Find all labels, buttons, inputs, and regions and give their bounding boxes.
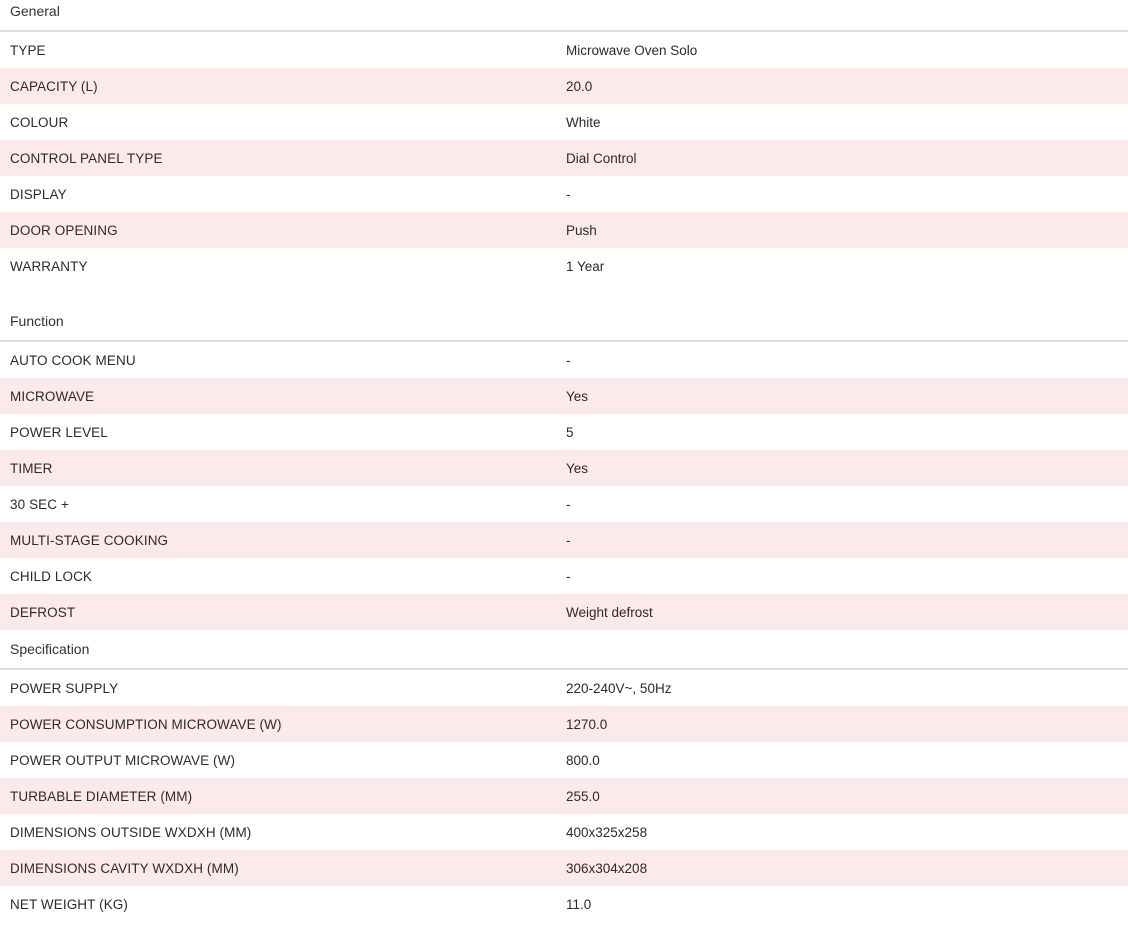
spec-row-dimensions-cavity: [0, 850, 1128, 886]
spec-value: -: [566, 496, 571, 512]
spec-row-multi-stage-cooking: [0, 522, 1128, 558]
section-title-specification: Specification: [0, 630, 1128, 670]
spec-row-door-opening: [0, 212, 1128, 248]
spec-value: -: [566, 568, 571, 584]
spec-label: CHILD LOCK: [10, 568, 93, 584]
spec-value: -: [566, 186, 571, 202]
spec-row-display: [0, 176, 1128, 212]
spec-row-capacity: [0, 68, 1128, 104]
spec-label: CONTROL PANEL TYPE: [10, 150, 163, 166]
spec-label: COLOUR: [10, 114, 69, 130]
spec-label: CAPACITY (L): [10, 78, 98, 94]
section-specification: [0, 630, 1128, 922]
spec-label: DOOR OPENING: [10, 222, 118, 238]
spec-label: WARRANTY: [10, 258, 88, 274]
spec-row-warranty: [0, 248, 1128, 284]
section-general: [0, 0, 1128, 284]
spec-row-microwave: [0, 378, 1128, 414]
spec-row-power-supply: [0, 670, 1128, 706]
spec-row-auto-cook-menu: [0, 342, 1128, 378]
spec-label: TIMER: [10, 460, 53, 476]
spec-label: POWER CONSUMPTION MICROWAVE (W): [10, 716, 282, 732]
spec-label: AUTO COOK MENU: [10, 352, 136, 368]
spec-row-power-output-microwave: [0, 742, 1128, 778]
spec-value: White: [566, 114, 601, 130]
spec-label: MICROWAVE: [10, 388, 95, 404]
spec-row-turbable-diameter: [0, 778, 1128, 814]
spec-value: 1270.0: [566, 716, 608, 732]
spec-value: 20.0: [566, 78, 593, 94]
spec-row-child-lock: [0, 558, 1128, 594]
spec-value: 5: [566, 424, 574, 440]
spec-row-net-weight: [0, 886, 1128, 922]
spec-value: 255.0: [566, 788, 600, 804]
spec-row-dimensions-outside: [0, 814, 1128, 850]
spec-row-control-panel-type: [0, 140, 1128, 176]
spec-label: TURBABLE DIAMETER (MM): [10, 788, 193, 804]
section-title-general: General: [0, 0, 1128, 32]
spec-value: 220-240V~, 50Hz: [566, 680, 672, 696]
spec-label: 30 SEC +: [10, 496, 69, 512]
spec-value: 400x325x258: [566, 824, 648, 840]
spec-label: NET WEIGHT (KG): [10, 896, 129, 912]
spec-value: 1 Year: [566, 258, 605, 274]
spec-value: -: [566, 532, 571, 548]
spec-label: POWER LEVEL: [10, 424, 108, 440]
spec-row-colour: [0, 104, 1128, 140]
spec-value: 800.0: [566, 752, 600, 768]
spec-value: Push: [566, 222, 597, 238]
spec-value: Yes: [566, 460, 589, 476]
spec-value: Microwave Oven Solo: [566, 42, 698, 58]
spec-label: DEFROST: [10, 604, 76, 620]
spec-value: Dial Control: [566, 150, 637, 166]
section-title-function: Function: [0, 302, 1128, 342]
spec-label: POWER OUTPUT MICROWAVE (W): [10, 752, 236, 768]
spec-value: Weight defrost: [566, 604, 653, 620]
spec-label: MULTI-STAGE COOKING: [10, 532, 169, 548]
spec-label: DISPLAY: [10, 186, 67, 202]
spec-label: DIMENSIONS OUTSIDE WXDXH (MM): [10, 824, 252, 840]
spec-value: -: [566, 352, 571, 368]
spec-label: TYPE: [10, 42, 46, 58]
spec-value: 11.0: [566, 896, 592, 912]
spec-value: Yes: [566, 388, 589, 404]
spec-label: POWER SUPPLY: [10, 680, 119, 696]
spec-label: DIMENSIONS CAVITY WXDXH (MM): [10, 860, 239, 876]
spec-row-30-sec-plus: [0, 486, 1128, 522]
spec-row-timer: [0, 450, 1128, 486]
spec-row-power-consumption-microwave: [0, 706, 1128, 742]
section-function: [0, 302, 1128, 630]
spec-row-type: [0, 32, 1128, 68]
spec-row-power-level: [0, 414, 1128, 450]
spec-value: 306x304x208: [566, 860, 648, 876]
spec-row-defrost: [0, 594, 1128, 630]
